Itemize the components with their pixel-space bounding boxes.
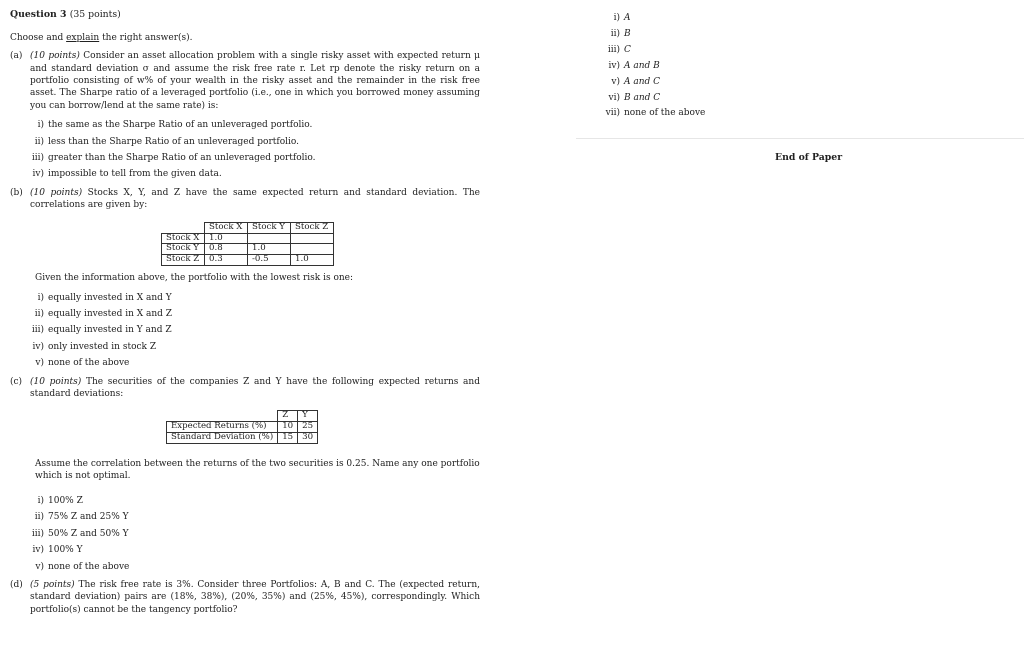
option: v) none of the above	[35, 358, 130, 369]
question-number: Question 3	[10, 9, 67, 20]
part-a	[10, 50, 480, 112]
part-a-label: (a)	[10, 51, 23, 62]
part-d-options	[604, 12, 705, 123]
option: v) none of the above	[35, 561, 130, 572]
table-header-cell: Stock Z	[291, 222, 334, 233]
part-c-question: Assume the correlation between the returns of the two securities is 0.25. Name any one portfolio which is not optimal.	[35, 459, 480, 482]
left-column	[10, 9, 480, 616]
option: iv) only invested in stock Z	[32, 341, 157, 352]
part-c-label: (c)	[10, 376, 23, 387]
option: i) equally invested in X and Y	[37, 292, 172, 303]
page-divider	[576, 138, 1024, 139]
option: iv) 100% Y	[32, 545, 83, 556]
question-title	[10, 9, 480, 22]
table-header-cell: Z	[278, 411, 298, 422]
option: vi) B and C	[608, 92, 661, 103]
option: vii) none of the above	[605, 108, 706, 119]
part-a-text: (10 points) Consider an asset allocation problem with a single risky asset with expected return μ and standard deviation σ and assume the risk free rate r. Let rp denote the risky return on a portfolio consisting of w% of your wealth in the risky asset and the remainder in the risk free asset. The Sharpe ratio of a leveraged portfolio (i.e., one in which you borrowed money assuming you can borrow/lend at the same rate) is:	[30, 51, 480, 111]
option: iii) C	[607, 44, 631, 55]
option: iii) greater than the Sharpe Ratio of an unleveraged portfolio.	[31, 153, 316, 164]
option: iv) A and B	[608, 60, 660, 71]
option: i) A	[613, 13, 631, 23]
part-b-question: Given the information above, the portfolio with the lowest risk is one:	[35, 273, 354, 284]
table-row: Stock Z 0.3 -0.5 1.0	[162, 255, 334, 266]
part-b	[10, 187, 480, 212]
part-c-text: (10 points) The securities of the companies Z and Y have the following expected returns and standard deviations:	[30, 376, 480, 400]
table-row	[162, 222, 334, 233]
option: ii) 75% Z and 25% Y	[34, 512, 129, 523]
table-row: Stock X 1.0	[162, 233, 334, 244]
option: i) the same as the Sharpe Ratio of an unleveraged portfolio.	[37, 120, 313, 131]
part-d-label: (d)	[10, 579, 23, 590]
part-b-text: (10 points) Stocks X, Y, and Z have the same expected return and standard deviation. The correlations are given by:	[30, 187, 480, 211]
table-row: Standard Deviation (%) 15 30	[167, 433, 318, 444]
end-of-paper: End of Paper	[775, 152, 843, 163]
option: v) A and C	[611, 76, 661, 87]
table-header-cell: Stock X	[205, 222, 248, 233]
part-c	[10, 376, 480, 401]
question-points: (35 points)	[69, 9, 121, 20]
table-row: Expected Returns (%) 10 25	[167, 422, 318, 433]
part-d	[10, 579, 480, 616]
returns-table	[166, 410, 318, 444]
part-a-options	[10, 119, 480, 181]
part-b-label: (b)	[10, 187, 23, 198]
part-d-text: (5 points) The risk free rate is 3%. Consider three Portfolios: A, B and C. The (expected return, standard deviation) pairs are (18%, 38%), (20%, 35%) and (25%, 45%), correspondingly. Which portfolio(s) cannot be the tangency portfolio?	[30, 579, 480, 615]
option: ii) B	[610, 28, 631, 39]
part-b-options	[10, 292, 480, 370]
option: ii) less than the Sharpe Ratio of an unleveraged portfolio.	[34, 136, 299, 147]
option: iii) equally invested in Y and Z	[31, 325, 172, 336]
option: iv) impossible to tell from the given data.	[32, 169, 222, 180]
option: i) 100% Z	[37, 495, 83, 506]
option: iii) 50% Z and 50% Y	[31, 528, 129, 539]
correlation-table	[161, 222, 334, 267]
table-header-cell: Y	[298, 411, 318, 422]
table-row: Stock Y 0.8 1.0	[162, 244, 334, 255]
part-c-options	[10, 495, 480, 573]
table-header-cell: Stock Y	[248, 222, 291, 233]
question-instruction: Choose and explain the right answer(s).	[10, 32, 193, 43]
option: ii) equally invested in X and Z	[34, 309, 173, 320]
